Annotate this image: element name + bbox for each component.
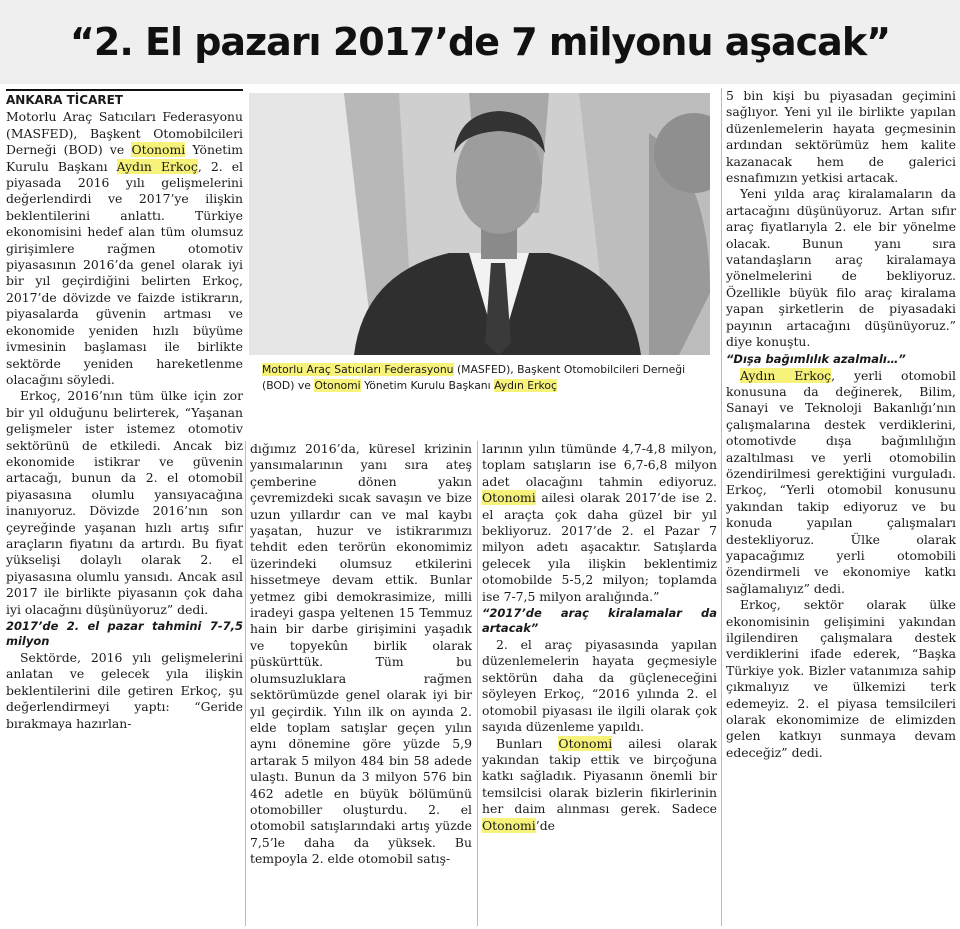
article-column-4 [726, 88, 956, 761]
highlighted-text: Otonomi [558, 735, 613, 751]
highlighted-text: Otonomi [482, 817, 536, 833]
highlighted-text: Aydın Erkoç [494, 379, 557, 392]
highlighted-text: Motorlu Araç Satıcıları Federasyonu [262, 363, 454, 376]
paragraph [482, 637, 717, 735]
text-run: Erkoç, 2016’nın tüm ülke için zor bir yıl olduğunu belirterek, “Yaşanan gelişmeler ister istemez otomotiv sektörünü de etkiledi. Ancak biz ekonomide istikrar ve güvenin artacağı, bunun da 2. el otomobil piyasasına olumlu yansıyacağına inanıyoruz. Dövizde 2016’nın son çeyreğinde yaşanan hızlı artış sıfır araçların fiyatını da artırdı. Bu fiyat yükselişi dolaylı olarak 2. el piyasasına olumlu yansıdı. Ancak asıl 2017 ile birlikte piyasanın çok daha iyi olacağını düşünüyoruz” dedi. [6, 388, 243, 617]
highlighted-text: Otonomi [131, 142, 186, 158]
dateline: ANKARA TİCARET [6, 89, 243, 108]
text-run: , yerli otomobil konusuna da değinerek, Bilim, Sanayi ve Teknoloji Bakanlığı’nın çalışmalarına destek verdiklerini, otomotivde dışa bağımlılığın azaltılması ve yerli otomobilin özendirilmesi gerektiğini vurguladı. Erkoç, “Yerli otomobil konusunu yakından takip ediyoruz ve bu konuda yapılan çalışmaları destekliyoruz. Ülke olarak yapacağımız yerli otomobili özendirmeli ve ekonomiye katkı sağlamalıyız” dedi. [726, 367, 956, 596]
text-run: Yeni yılda araç kiralamaların da artacağını düşünüyoruz. Artan sıfır araç fiyatlarıyla 2. ele bir yönelme olacak. Bunun yanı sıra vatandaşların araç kiralamaya yönelmelerini de bekliyoruz. Özellikle büyük filo araç kiralama yapan şirketlerin de piyasadaki payının artacağını düşünüyoruz.” diye konuştu. [726, 186, 956, 350]
paragraph [482, 441, 717, 605]
text-run: Yönetim Kurulu Başkanı [6, 142, 243, 174]
text-run: dığımız 2016’da, küresel krizinin yansımalarının yanı sıra ateş çemberine dönen yakın çevremizdeki sıcak savaşın ve bize uzun yıllardır can ve mal kaybı yaşatan, huzur ve istikrarımızı tehdit eden terörün ekonomimiz üzerindeki olumsuz etkilerini hissetmeye devam ettik. Bunlar yetmez gibi demokrasimize, milli iradeyi gaspa yeltenen 15 Temmuz hain bir darbe girişimini yaşadık ve topyekûn birlik olarak püskürttük. Tüm bu olumsuzluklara rağmen sektörümüzde genel olarak iyi bir yıl geçirdik. Yılın ilk on ayında 2. elde toplam satışlar geçen yılın aynı dönemine göre yüzde 5,9 artarak 5 milyon 484 bin 58 adede ulaştı. Bunun da 3 milyon 576 bin 462 adetle en büyük bölümünü otomobiller oluşturdu. 2. el otomobil satışlarındaki artış yüzde 7,5’le daha da yüksek. Bu tempoyla 2. elde otomobil satış- [250, 441, 472, 867]
text-run: , 2. el piyasada 2016 yılı gelişmelerini değerlendirdi ve 2017’ye ilişkin beklentilerini anlattı. Türkiye ekonomisini hedef alan tüm olumsuz girişimlere rağmen otomotiv piyasasının 2016’da genel olarak iyi bir yıl geçirdiğini belirten Erkoç, 2017’de dövizde ve faizde istikrarın, piyasalarda güvenin artması ve ekonomide yeniden hızlı büyüme ivmesinin başlaması ile birlikte sektörde yeniden hareketlenme olacağını söyledi. [6, 158, 243, 387]
subheading: “Dışa bağımlılık azalmalı…” [726, 351, 906, 366]
text-run: Bunları [496, 735, 559, 751]
paragraph [726, 88, 956, 186]
text-run: 5 bin kişi bu piyasadan geçimini sağlıyor. Yeni yıl ile birlikte yapılan düzenlemelerin hayata geçmesinin ardından sektörümüz hem kalite kazanacak hem de galerici esnafımızın yetkisi artacak. [726, 88, 956, 186]
highlighted-text: Aydın Erkoç [740, 367, 832, 383]
highlighted-text: Otonomi [482, 490, 536, 506]
paragraph [6, 109, 243, 388]
paragraph [726, 368, 956, 598]
paragraph [250, 441, 472, 868]
text-run: Motorlu Araç Satıcıları Federasyonu (MASFED), Başkent Otomobilcileri Derneği (BOD) ve [6, 109, 243, 158]
paragraph [482, 736, 717, 834]
paragraph [6, 388, 243, 618]
text-run: (MASFED), Başkent Otomobilcileri Derneği (BOD) ve [262, 363, 686, 392]
article-column-2 [250, 441, 472, 868]
text-run: Sektörde, 2016 yılı gelişmelerini anlatan ve gelecek yıla ilişkin beklentilerini dile getiren Erkoç, şu değerlendirmeyi yaptı: “Geride bırakmaya hazırlan- [6, 650, 243, 731]
column-divider [721, 88, 722, 926]
text-run: Erkoç, sektör olarak ülke ekonomisinin gelişimini yakından ilgilendiren çalışmalara destek verdiklerini ifade ederek, “Başka Türkiye yok. Bizler vatanımıza sahip çıkmalıyız ve ülkemizi terk edemeyiz. 2. el piyasa temsilcileri olarak ekonomimize de elimizden gelen katkıyı sunmaya devam edeceğiz” dedi. [726, 597, 956, 760]
subheading: 2017’de 2. el pazar tahmini 7-7,5 milyon [6, 619, 243, 648]
text-run: ’de [535, 817, 555, 833]
subheading: “2017’de araç kiralamalar da artacak” [482, 606, 717, 636]
text-run: Yönetim Kurulu Başkanı [360, 379, 495, 392]
column-divider [245, 441, 246, 926]
article-photo [249, 93, 710, 355]
portrait-image [249, 93, 710, 355]
highlighted-text: Otonomi [314, 379, 361, 392]
text-run: larının yılın tümünde 4,7-4,8 milyon, toplam satışların ise 6,7-6,8 milyon adet olacağını tahmin ediyoruz. [482, 441, 717, 489]
article-headline: “2. El pazarı 2017’de 7 milyonu aşacak” [0, 0, 960, 84]
article-column-1 [6, 89, 243, 732]
highlighted-text: Aydın Erkoç [116, 158, 198, 174]
paragraph [6, 650, 243, 732]
paragraph [726, 597, 956, 761]
paragraph [726, 186, 956, 350]
photo-caption [262, 362, 706, 394]
text-run: 2. el araç piyasasında yapılan düzenlemelerin hayata geçmesiyle sektörün daha da güçleneceğini söyleyen Erkoç, “2016 yılında 2. el otomobil piyasası ile ilgili olarak çok sayıda düzenleme yapıldı. [482, 637, 717, 735]
column-divider [477, 441, 478, 926]
text-run: ailesi olarak yakından takip ettik ve birçoğuna katkı sağladık. Piyasanın önemli bir temsilcisi olarak bizlerin fikirlerinin her daim alınması gerek. Sadece [482, 735, 717, 817]
article-column-3 [482, 441, 717, 834]
text-run: ailesi olarak 2017’de ise 2. el araçta çok daha güzel bir yıl bekliyoruz. 2017’de 2. el Pazar 7 milyon adetı aşacaktır. Satışlarda gelecek yıla ilişkin beklentimiz otomobilde 5-5,2 milyon; toplamda ise 7-7,5 milyon aralığında.” [482, 490, 717, 604]
